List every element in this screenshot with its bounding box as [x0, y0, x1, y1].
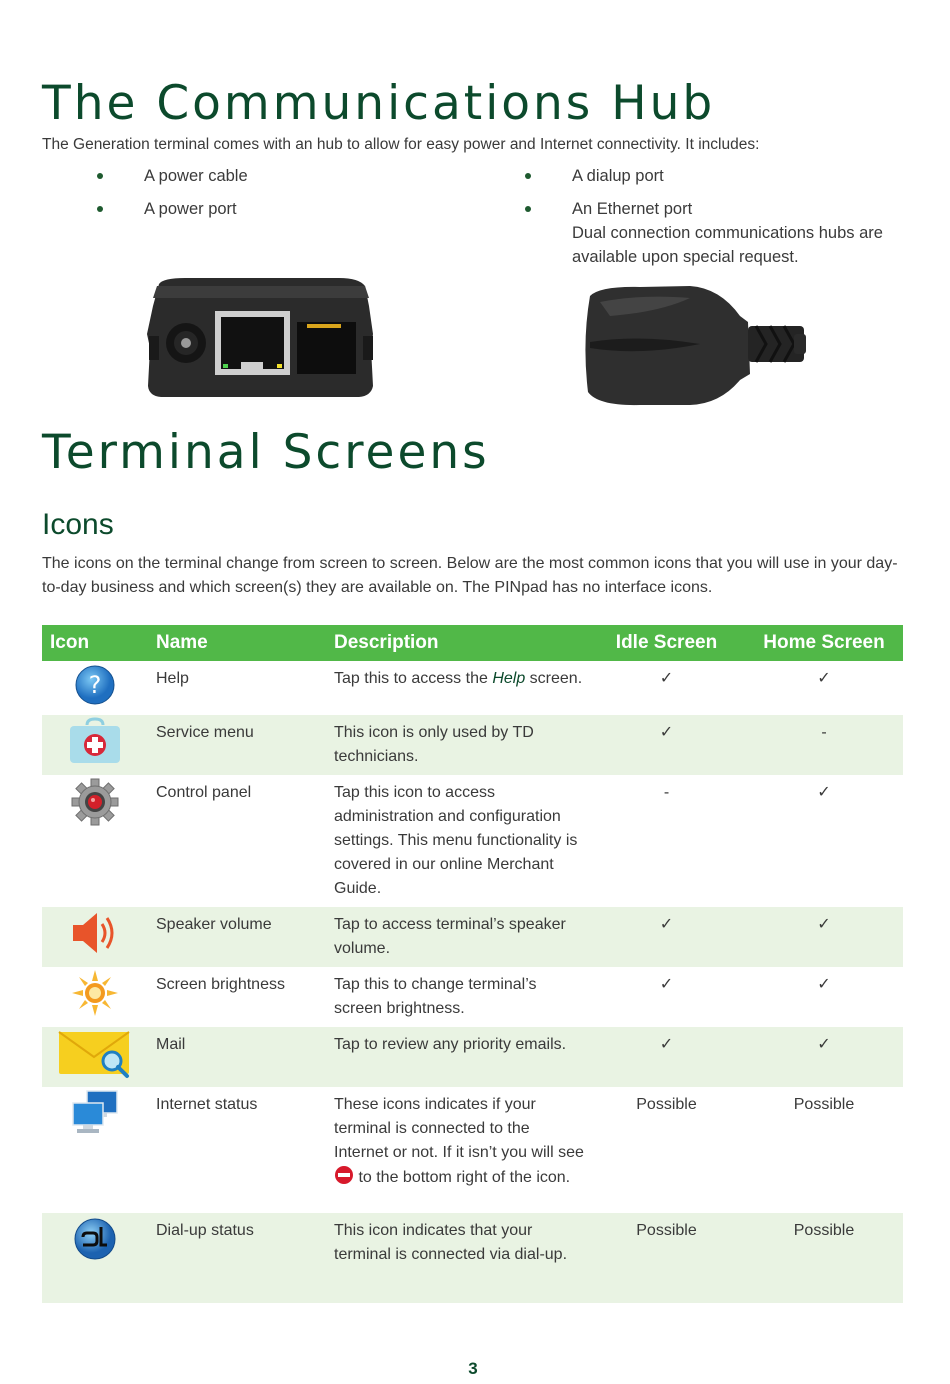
- list-item: An Ethernet port Dual connection communications hubs are available upon special request.: [525, 197, 905, 269]
- row-home: -: [745, 715, 903, 775]
- row-idle: -: [663, 784, 670, 801]
- speaker-icon: [70, 909, 120, 957]
- gear-icon: [70, 777, 120, 827]
- row-idle: ✓: [588, 1027, 745, 1087]
- power-cable-image: [580, 282, 810, 408]
- bullet-icon: [525, 173, 531, 179]
- row-idle: ✓: [588, 907, 745, 967]
- row-home: Possible: [793, 1096, 855, 1113]
- header-icon: Icon: [42, 625, 148, 661]
- bullet-icon: [97, 206, 103, 212]
- row-home: ✓: [745, 907, 903, 967]
- header-name: Name: [148, 625, 326, 661]
- icon-cell: [42, 715, 148, 775]
- icons-paragraph: The icons on the terminal change from screen to screen. Below are the most common icons that you will use in your day-to-day business and which screen(s) they are available on. The PINpad has no interface icons.: [42, 555, 898, 596]
- icon-cell: [42, 1087, 148, 1213]
- communications-hub-image: [145, 276, 377, 400]
- row-idle: ✓: [659, 976, 674, 993]
- row-name: Help: [156, 670, 189, 687]
- row-description: Tap this to change terminal’s screen brightness.: [334, 976, 537, 1017]
- bullet-icon: [525, 206, 531, 212]
- hub-note: Dual connection communications hubs are available upon special request.: [572, 224, 883, 266]
- help-icon: [73, 663, 117, 707]
- hub-left-list: [97, 164, 248, 230]
- row-description: Tap this to access the Help screen.: [334, 670, 583, 687]
- row-name: Mail: [148, 1027, 326, 1087]
- table-row: [42, 775, 903, 907]
- row-home: ✓: [817, 784, 831, 801]
- table-row: [42, 967, 903, 1027]
- list-item: A dialup port: [525, 164, 905, 188]
- row-home: ✓: [817, 670, 831, 687]
- computers-icon: [69, 1089, 121, 1137]
- row-description: This icon indicates that your terminal is connected via dial-up.: [326, 1213, 588, 1303]
- icon-cell: [42, 1213, 148, 1303]
- icon-cell: [42, 1027, 148, 1087]
- sun-icon: [71, 969, 119, 1017]
- hub-title: The Communications Hub: [42, 76, 716, 131]
- row-name: Control panel: [156, 784, 252, 801]
- row-name: Speaker volume: [148, 907, 326, 967]
- row-home: ✓: [817, 976, 831, 993]
- no-entry-icon: [334, 1165, 354, 1185]
- dialup-icon: [73, 1215, 117, 1263]
- table-row: [42, 715, 903, 775]
- row-idle: ✓: [659, 670, 674, 687]
- bullet-icon: [97, 173, 103, 179]
- list-item: A power port: [97, 197, 248, 221]
- header-home-screen: Home Screen: [745, 625, 903, 661]
- svg-text:?: ?: [88, 671, 102, 699]
- row-idle: Possible: [588, 1213, 745, 1303]
- row-description: These icons indicates if your terminal is connected to the Internet or not. If it isn’t you will see to the bottom right of the icon.: [334, 1096, 584, 1186]
- icon-cell: [42, 967, 148, 1027]
- icon-cell: [42, 907, 148, 967]
- table-row: [42, 1087, 903, 1213]
- row-name: Screen brightness: [156, 976, 285, 993]
- hub-right-list: [525, 164, 905, 278]
- icons-table: [42, 625, 903, 1303]
- row-idle: ✓: [588, 715, 745, 775]
- header-description: Description: [326, 625, 588, 661]
- row-home: Possible: [745, 1213, 903, 1303]
- service-menu-icon: [67, 717, 123, 767]
- row-description: Tap to review any priority emails.: [326, 1027, 588, 1087]
- table-header-row: [42, 625, 903, 661]
- table-row: [42, 1027, 903, 1087]
- screens-title: Terminal Screens: [42, 425, 490, 480]
- row-idle: Possible: [636, 1096, 697, 1113]
- row-description: Tap this icon to access administration and configuration settings. This menu functionality is covered in our online Merchant Guide.: [334, 784, 578, 897]
- hub-intro: The Generation terminal comes with an hub to allow for easy power and Internet connectivity. It includes:: [42, 136, 760, 153]
- table-row: [42, 1213, 903, 1303]
- mail-icon: [57, 1029, 133, 1079]
- icon-cell: [42, 661, 148, 715]
- row-name: Dial-up status: [148, 1213, 326, 1303]
- list-item: A power cable: [97, 164, 248, 188]
- row-name: Internet status: [156, 1096, 258, 1113]
- row-description: Tap to access terminal’s speaker volume.: [326, 907, 588, 967]
- header-idle-screen: Idle Screen: [588, 625, 745, 661]
- row-home: ✓: [745, 1027, 903, 1087]
- table-row: [42, 661, 903, 715]
- row-description: This icon is only used by TD technicians.: [326, 715, 588, 775]
- icons-subtitle: Icons: [42, 508, 114, 541]
- page-number: 3: [468, 1359, 478, 1378]
- icon-cell: [42, 775, 148, 907]
- table-row: [42, 907, 903, 967]
- row-name: Service menu: [148, 715, 326, 775]
